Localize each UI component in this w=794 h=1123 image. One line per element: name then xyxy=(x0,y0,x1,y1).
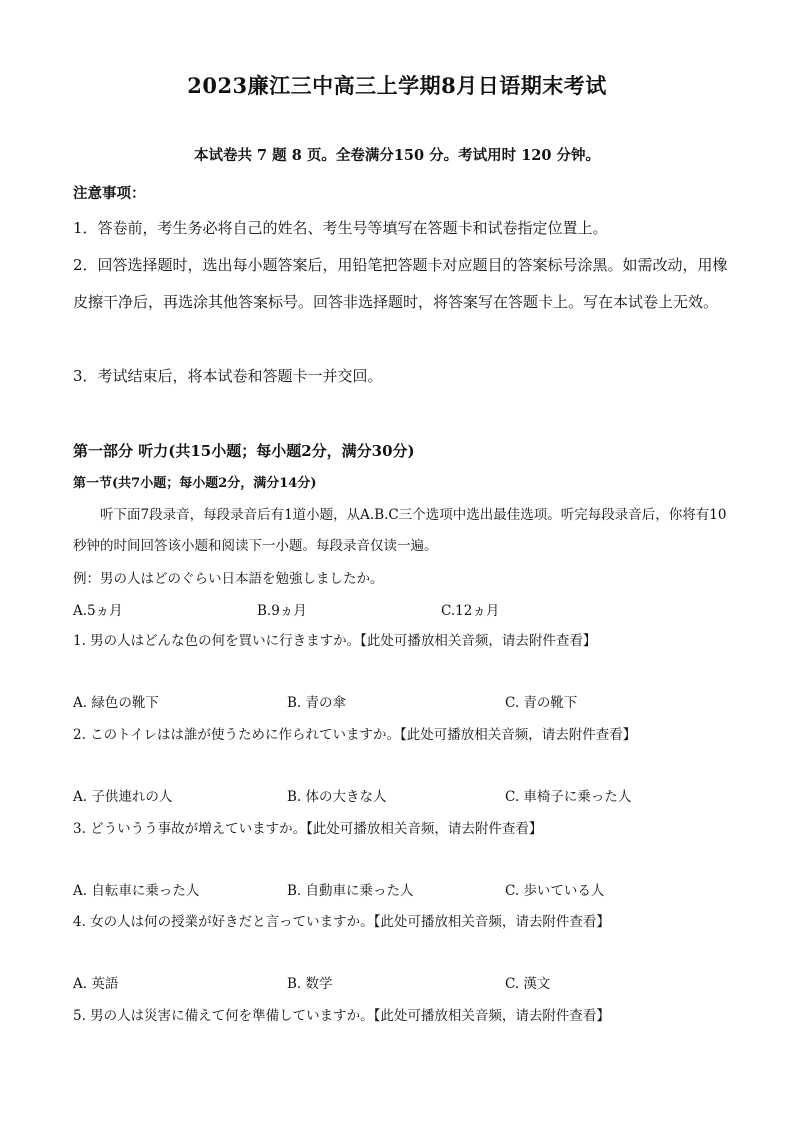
notice-item-3: 3．考试结束后，将本试卷和答题卡一并交回。 xyxy=(73,367,383,385)
q3-option-b: B. 自動車に乗った人 xyxy=(287,883,414,899)
question-4: 4. 女の人は何の授業が好きだと言っていますか。【此处可播放相关音频，请去附件查看】 xyxy=(73,914,610,930)
q1-option-b: B. 青の傘 xyxy=(287,695,347,711)
question-3: 3. どういうう事故が増えていますか。【此处可播放相关音频，请去附件查看】 xyxy=(73,821,543,837)
notice-item-2: 2．回答选择题时，选出每小题答案后，用铅笔把答题卡对应题目的答案标号涂黑。如需改动，用橡皮擦干净后，再选涂其他答案标号。回答非选择题时，将答案写在答题卡上。写在本试卷上无效。 xyxy=(73,256,728,311)
q4-option-b: B. 数学 xyxy=(287,976,333,992)
q2-option-c: C. 車椅子に乗った人 xyxy=(505,789,632,805)
example-option-a: A.5ヵ月 xyxy=(73,603,123,619)
section1-heading: 第一节(共7小题；每小题2分，满分14分) xyxy=(73,476,317,491)
question-1: 1. 男の人はどんな色の何を買いに行きますか。【此处可播放相关音频，请去附件查看】 xyxy=(73,633,597,649)
question-2: 2. このトイレはは誰が使うために作られていますか。【此处可播放相关音频，请去附件查看】 xyxy=(73,727,637,743)
listening-instructions: 听下面7段录音，每段录音后有1道小题，从A.B.C三个选项中选出最佳选项。听完每段录音后，你将有10秒钟的时间回答该小题和阅读下一小题。每段录音仅读一遍。 xyxy=(73,507,727,554)
example-option-c: C.12ヵ月 xyxy=(441,603,500,619)
q4-option-c: C. 漢文 xyxy=(505,976,551,992)
q1-option-a: A. 緑色の靴下 xyxy=(73,695,159,711)
q4-option-a: A. 英語 xyxy=(73,976,119,992)
q1-option-c: C. 青の靴下 xyxy=(505,695,578,711)
exam-info: 本试卷共 7 题 8 页。全卷满分150 分。考试用时 120 分钟。 xyxy=(193,147,601,164)
q3-option-c: C. 歩いている人 xyxy=(505,883,605,899)
q2-option-a: A. 子供連れの人 xyxy=(73,789,173,805)
notice-item-1: 1．答卷前，考生务必将自己的姓名、考生号等填写在答题卡和试卷指定位置上。 xyxy=(73,219,608,237)
part1-heading: 第一部分 听力(共15小题；每小题2分，满分30分) xyxy=(73,442,415,460)
question-5: 5. 男の人は災害に備えて何を準備していますか。【此处可播放相关音频，请去附件查看】 xyxy=(73,1008,610,1024)
q2-option-b: B. 体の大きな人 xyxy=(287,789,387,805)
example-option-b: B.9ヵ月 xyxy=(257,603,307,619)
notice-heading: 注意事项： xyxy=(73,185,146,202)
example-question: 例：男の人はどのぐらい日本語を勉強しましたか。 xyxy=(73,571,384,587)
page-title: 2023廉江三中高三上学期8月日语期末考试 xyxy=(187,73,607,98)
q3-option-a: A. 自転車に乗った人 xyxy=(73,883,200,899)
